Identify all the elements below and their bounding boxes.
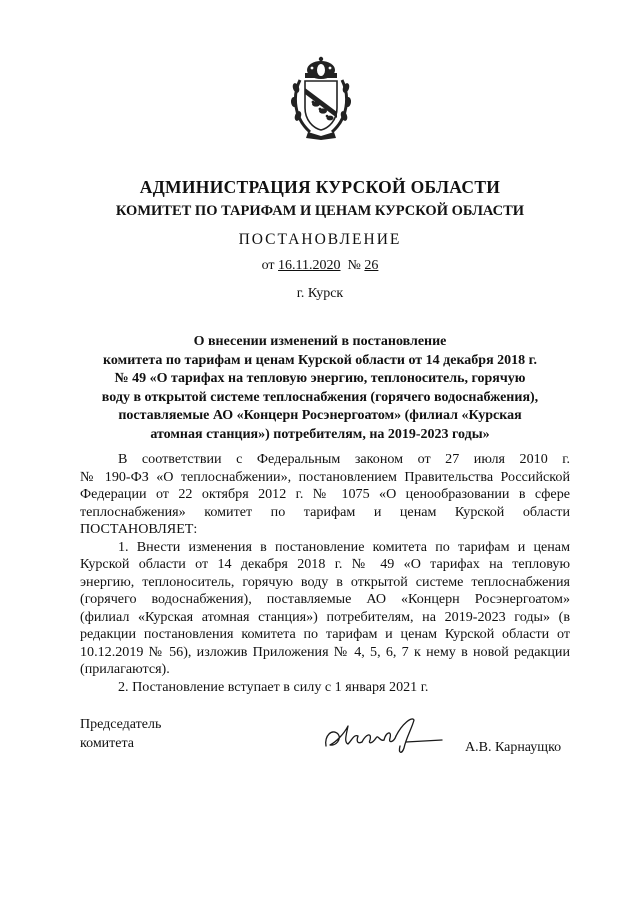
document-type: ПОСТАНОВЛЕНИЕ [238,231,402,248]
signer-position [80,715,161,753]
signer-name: А.В. Карнаущко [465,740,562,755]
date-prefix: от [261,258,279,273]
subject-line: воду в открытой системе теплоснабжения (горячего водоснабжения), [101,389,539,405]
document-date: 16.11.2020 [278,258,341,273]
subject-line: № 49 «О тарифах на тепловую энергию, теплоноситель, горячую [114,371,526,387]
preamble-line: № 190-ФЗ «О теплоснабжении», постановлением Правительства Российской [80,468,570,485]
item1-line: редакции постановления комитета по тарифам и ценам Курской области от [80,626,570,642]
preamble-line: Федерации от 22 октября 2012 г. № 1075 «О ценообразовании в сфере [80,486,570,502]
subject-line: атомная станция») потребителям, на 2019-2023 годы» [150,426,490,442]
date-number-line [0,258,640,274]
number-prefix: № [340,258,365,273]
signer-position-line: комитета [80,736,135,751]
document-number: 26 [364,258,379,273]
item1-line: 1. Внести изменения в постановление комитета по тарифам и ценам [118,538,570,555]
preamble-line: теплоснабжения» комитет по тарифам и ценам Курской области [80,503,570,520]
subject-line: О внесении изменений в постановление [193,334,447,349]
item1-line: 10.12.2019 № 56), изложив Приложения № 4, 5, 6, 7 к нему в новой редакции [80,643,570,660]
item1-line: Курской области от 14 декабря 2018 г. № 49 «О тарифах на тепловую [80,556,570,572]
subject-line: поставляемые АО «Концерн Росэнергоатом» (филиал «Курская [118,408,522,424]
item1-line: (филиал «Курская атомная станция») потребителям, на 2019-2023 годы» (в [80,608,570,625]
document-subject [0,333,640,445]
subject-line: комитета по тарифам и ценам Курской области от 14 декабря 2018 г. [103,352,537,368]
organization-name: АДМИНИСТРАЦИЯ КУРСКОЙ ОБЛАСТИ [139,177,501,197]
preamble-line: В соответствии с Федеральным законом от 27 июля 2010 г. [118,451,570,467]
signer-position-line: Председатель [80,717,162,732]
city: г. Курск [296,286,344,301]
preamble-line: ПОСТАНОВЛЯЕТ: [80,521,198,537]
item1-line: (горячего водоснабжения), поставляемые АО «Концерн Росэнергоатом» [80,591,570,607]
item1-line: (прилагаются). [80,661,170,677]
committee-name: КОМИТЕТ ПО ТАРИФАМ И ЦЕНАМ КУРСКОЙ ОБЛАСТИ [115,203,525,219]
item1-line: энергию, теплоноситель, горячую воду в открытой системе теплоснабжения [80,573,570,590]
handwritten-signature-icon [322,712,444,758]
item2-line: 2. Постановление вступает в силу с 1 января 2021 г. [118,678,429,695]
kursk-coat-of-arms-icon [290,56,352,140]
